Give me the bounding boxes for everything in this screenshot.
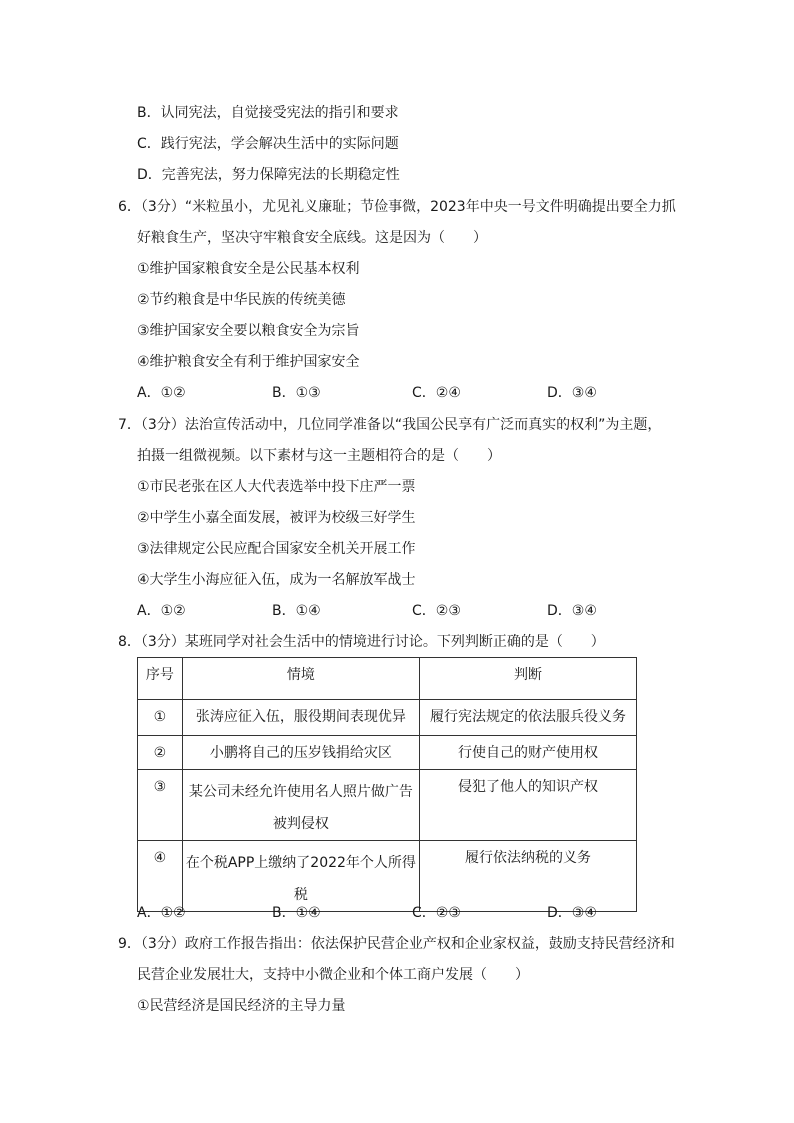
row-judgment: 履行依法纳税的义务 [419, 841, 636, 912]
table-header-row [138, 658, 637, 700]
q8-choice-c[interactable]: C．②③ [412, 905, 461, 921]
row-situation-line2: 被判侵权 [272, 816, 329, 832]
q7-item-1: ①市民老张在区人大代表选举中投下庄严一票 [137, 479, 416, 495]
table-row [138, 700, 637, 736]
q7-choice-a[interactable]: A．①② [137, 603, 186, 619]
table-row [138, 770, 637, 841]
q6-choice-a[interactable]: A．①② [137, 385, 186, 401]
q6-item-2: ②节约粮食是中华民族的传统美德 [137, 292, 346, 308]
q7-stem-line1: 7．（3分）法治宣传活动中，几位同学准备以“我国公民享有广泛而真实的权利”为主题， [118, 417, 662, 433]
q9-item-1: ①民营经济是国民经济的主导力量 [137, 998, 346, 1014]
q7-item-2: ②中学生小嘉全面发展，被评为校级三好学生 [137, 510, 416, 526]
q7-choice-d[interactable]: D．③④ [547, 603, 597, 619]
q7-item-4: ④大学生小海应征入伍，成为一名解放军战士 [137, 572, 416, 588]
q6-item-3: ③维护国家安全要以粮食安全为宗旨 [137, 323, 360, 339]
q8-table [137, 657, 637, 912]
q5-option-c: C．践行宪法，学会解决生活中的实际问题 [137, 136, 399, 152]
q7-item-3: ③法律规定公民应配合国家安全机关开展工作 [137, 541, 416, 557]
row-no: ① [138, 700, 183, 736]
row-judgment: 行使自己的财产使用权 [419, 736, 636, 770]
row-situation: 小鹏将自己的压岁钱捐给灾区 [182, 736, 419, 770]
q8-choice-d[interactable]: D．③④ [547, 905, 597, 921]
q5-option-b: B．认同宪法，自觉接受宪法的指引和要求 [137, 105, 399, 121]
q8-stem: 8．（3分）某班同学对社会生活中的情境进行讨论。下列判断正确的是（ ） [118, 634, 605, 650]
q9-stem-line2: 民营企业发展壮大，支持中小微企业和个体工商户发展（ ） [137, 967, 529, 983]
q6-choice-d[interactable]: D．③④ [547, 385, 597, 401]
row-situation: 张涛应征入伍，服役期间表现优异 [182, 700, 419, 736]
table-row [138, 736, 637, 770]
q7-choice-b[interactable]: B．①④ [272, 603, 321, 619]
row-no: ④ [138, 841, 183, 912]
q6-item-1: ①维护国家粮食安全是公民基本权利 [137, 261, 360, 277]
header-judgment: 判断 [419, 658, 636, 700]
row-judgment: 侵犯了他人的知识产权 [419, 770, 636, 841]
row-no: ③ [138, 770, 183, 841]
q9-stem-line1: 9．（3分）政府工作报告指出：依法保护民营企业产权和企业家权益，鼓励支持民营经济和 [118, 936, 675, 952]
q5-option-d: D．完善宪法，努力保障宪法的长期稳定性 [137, 167, 400, 183]
q6-stem-line2: 好粮食生产，坚决守牢粮食安全底线。这是因为（ ） [137, 230, 487, 246]
row-judgment: 履行宪法规定的依法服兵役义务 [419, 700, 636, 736]
q6-choice-b[interactable]: B．①③ [272, 385, 321, 401]
row-situation-line1: 某公司未经允许使用名人照片做广告 [188, 784, 413, 800]
q8-choice-b[interactable]: B．①④ [272, 905, 321, 921]
row-situation-line2: 税 [293, 887, 308, 903]
header-situation: 情境 [182, 658, 419, 700]
q7-choice-c[interactable]: C．②③ [412, 603, 461, 619]
row-situation-line1: 在个税APP上缴纳了2022年个人所得 [185, 855, 416, 871]
q7-stem-line2: 拍摄一组微视频。以下素材与这一主题相符合的是（ ） [137, 448, 501, 464]
header-no: 序号 [138, 658, 183, 700]
row-situation [182, 841, 419, 912]
q6-stem-line1: 6．（3分）“米粒虽小，尤见礼义廉耻；节俭事微，2023年中央一号文件明确提出要全力抓 [118, 199, 676, 215]
row-no: ② [138, 736, 183, 770]
q6-choice-c[interactable]: C．②④ [412, 385, 461, 401]
q8-choice-a[interactable]: A．①② [137, 905, 186, 921]
table-row [138, 841, 637, 912]
q6-item-4: ④维护粮食安全有利于维护国家安全 [137, 354, 360, 370]
row-situation [182, 770, 419, 841]
